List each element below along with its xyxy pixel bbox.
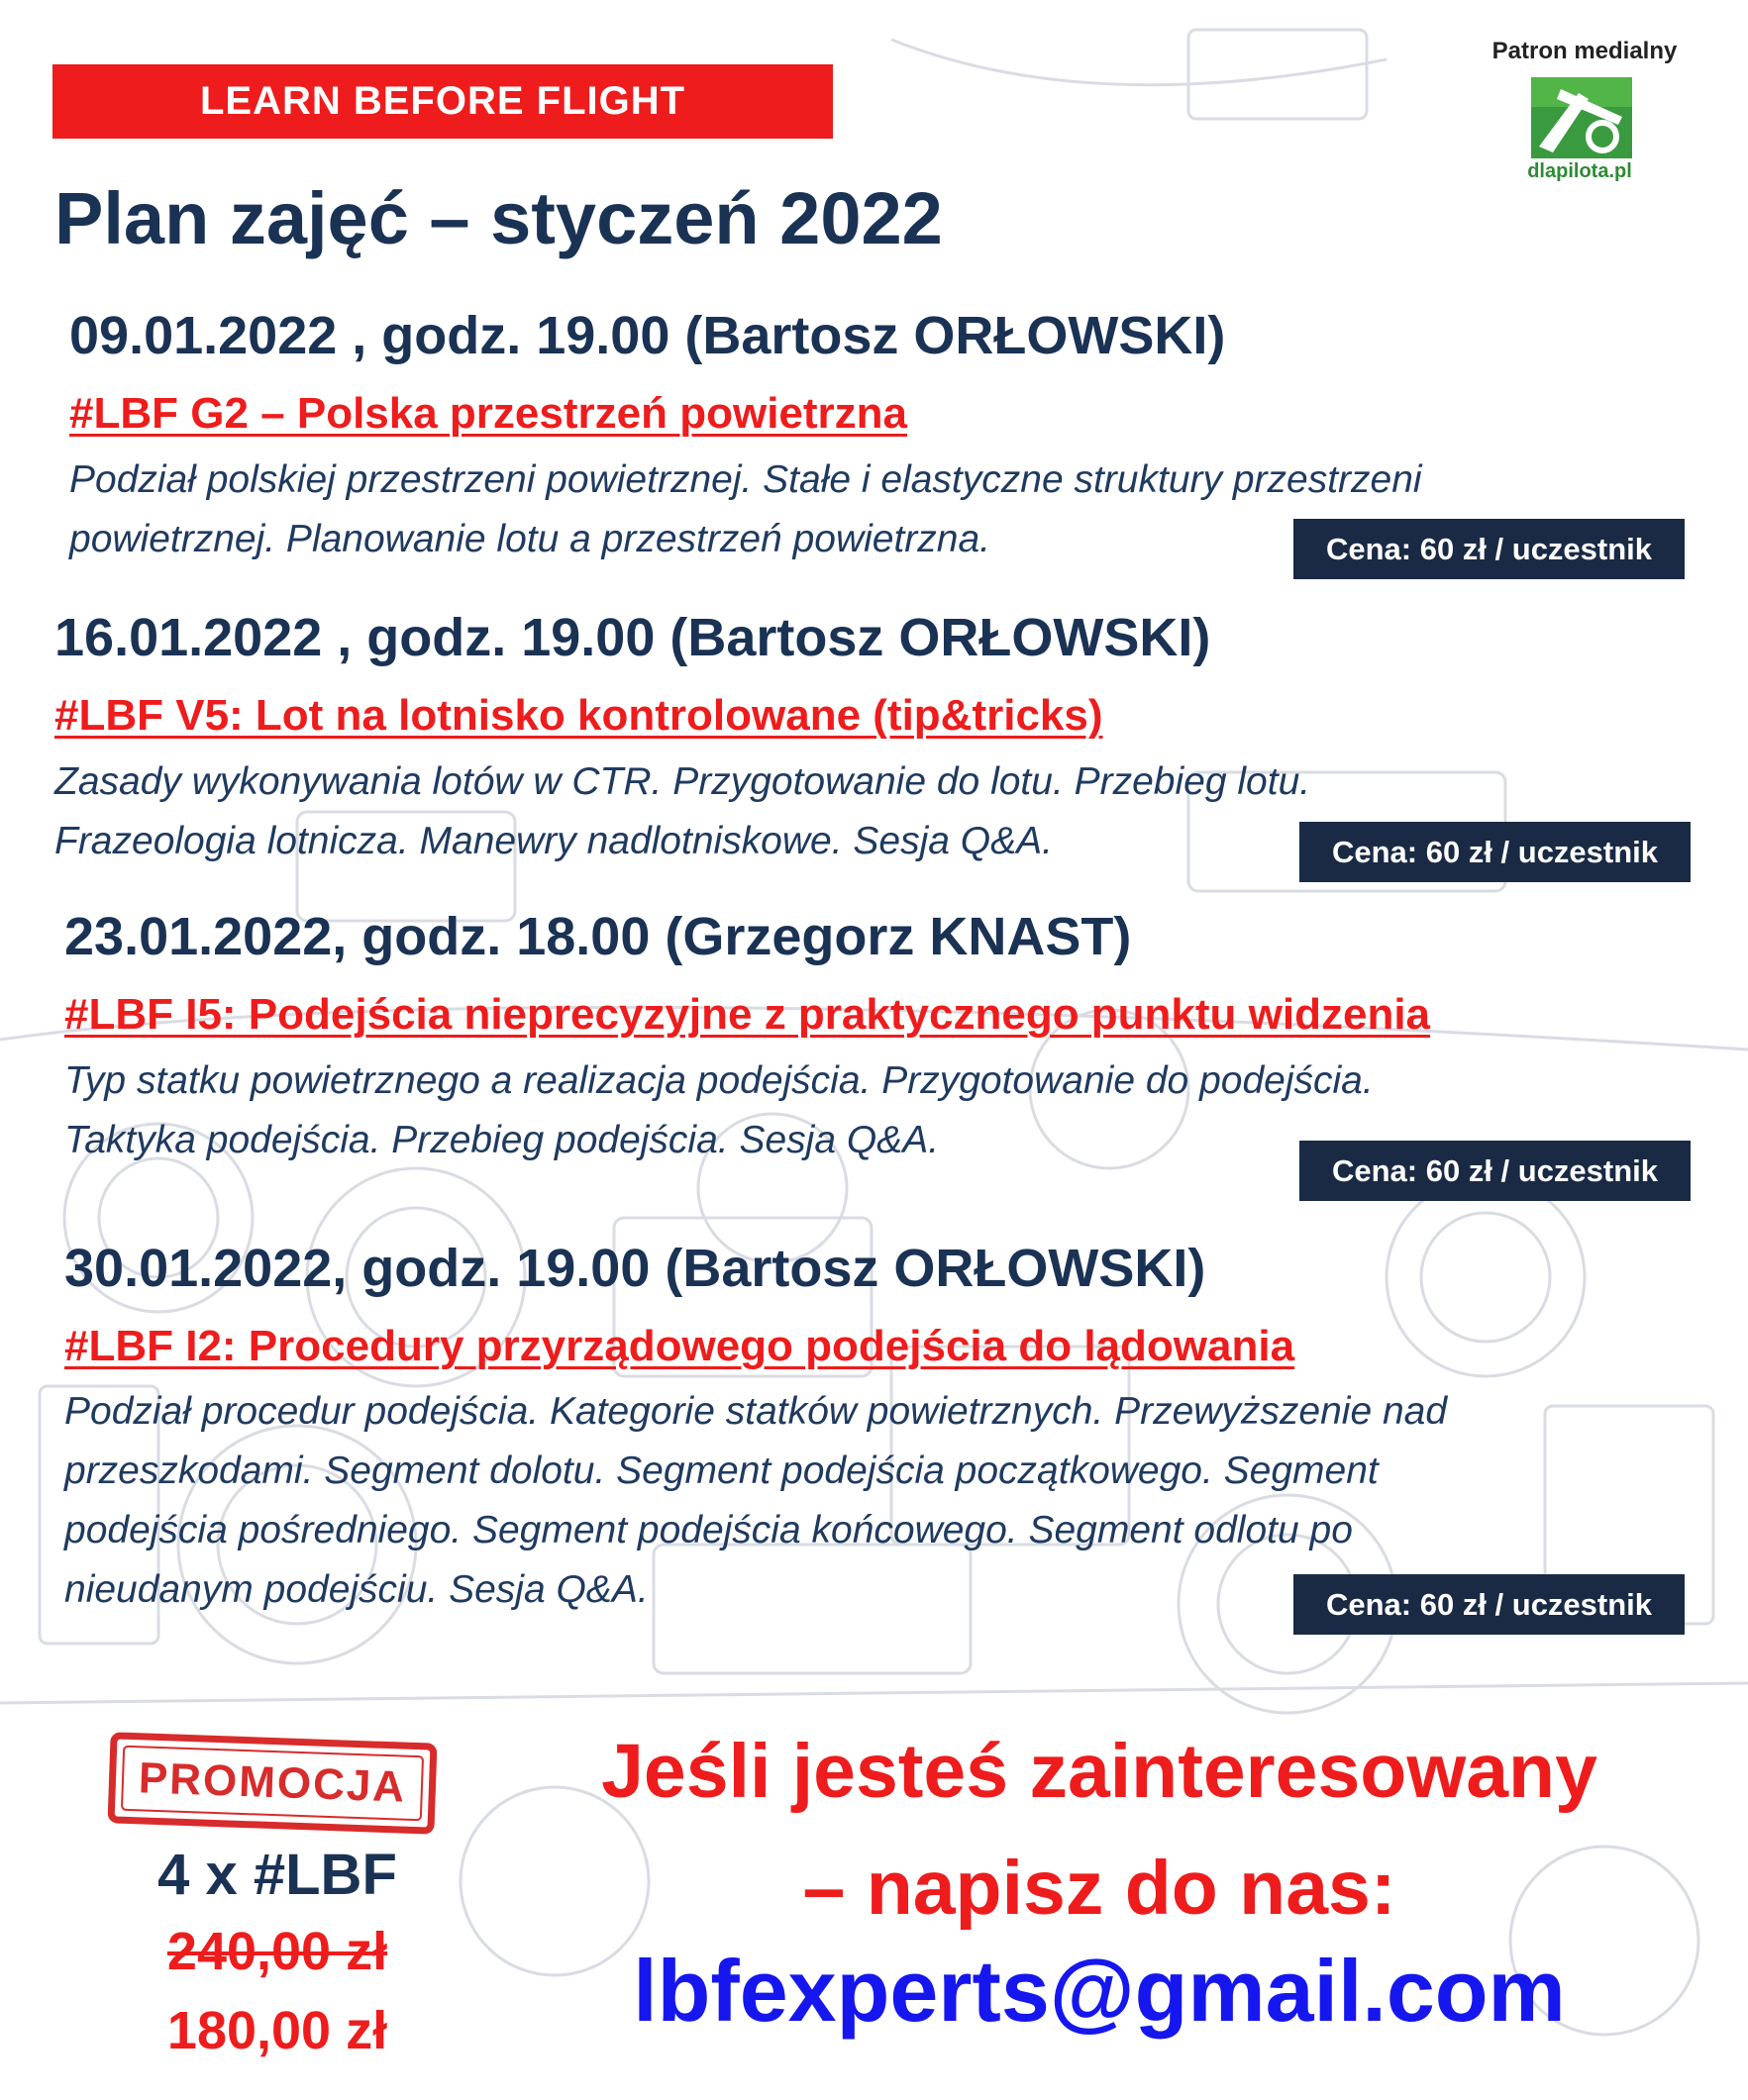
- session-3-price-badge: Cena: 60 zł / uczestnik: [1299, 1141, 1691, 1201]
- promo-count: 4 x #LBF: [157, 1843, 397, 1907]
- session-4-topic: #LBF I2: Procedury przyrządowego podejścia do lądowania: [64, 1322, 1295, 1370]
- contact-email-link[interactable]: lbfexperts@gmail.com: [633, 1942, 1566, 2040]
- session-1-price-badge: Cena: 60 zł / uczestnik: [1293, 519, 1685, 579]
- session-4-desc-line-2: przeszkodami. Segment dolotu. Segment podejścia początkowego. Segment: [64, 1450, 1379, 1492]
- session-1-desc-line-2: powietrznej. Planowanie lotu a przestrzeń powietrzna.: [69, 518, 991, 560]
- session-2-desc-line-1: Zasady wykonywania lotów w CTR. Przygotowanie do lotu. Przebieg lotu.: [54, 760, 1311, 803]
- media-patron-label: Patron medialny: [1491, 38, 1678, 64]
- promo-stamp: PROMOCJA: [107, 1732, 437, 1834]
- session-4-date: 30.01.2022, godz. 19.00 (Bartosz ORŁOWSKI): [64, 1239, 1206, 1298]
- session-2-desc-line-2: Frazeologia lotnicza. Manewry nadlotniskowe. Sesja Q&A.: [54, 820, 1053, 862]
- contact-headline: Jeśli jesteś zainteresowany: [601, 1729, 1597, 1814]
- session-3-desc-line-2: Taktyka podejścia. Przebieg podejścia. Sesja Q&A.: [64, 1119, 940, 1161]
- session-4-desc-line-3: podejścia pośredniego. Segment podejścia końcowego. Segment odlotu po: [64, 1509, 1353, 1551]
- session-4-desc-line-4: nieudanym podejściu. Sesja Q&A.: [64, 1568, 649, 1611]
- contact-subline: – napisz do nas:: [802, 1846, 1396, 1931]
- promo-new-price: 180,00 zł: [166, 2001, 388, 2060]
- session-1-date: 09.01.2022 , godz. 19.00 (Bartosz ORŁOWSKI): [69, 306, 1226, 365]
- session-2-price-badge: Cena: 60 zł / uczestnik: [1299, 822, 1691, 882]
- logo-caption: dlapilota.pl: [1527, 160, 1632, 182]
- session-3-topic: #LBF I5: Podejścia nieprecyzyjne z praktycznego punktu widzenia: [64, 990, 1431, 1039]
- session-1-desc-line-1: Podział polskiej przestrzeni powietrznej. Stałe i elastyczne struktury przestrzeni: [69, 458, 1422, 501]
- session-3-date: 23.01.2022, godz. 18.00 (Grzegorz KNAST): [64, 907, 1132, 966]
- promo-old-price: 240,00 zł: [166, 1922, 388, 1981]
- page-title: Plan zajęć – styczeń 2022: [54, 177, 943, 259]
- session-2-date: 16.01.2022 , godz. 19.00 (Bartosz ORŁOWSKI): [54, 608, 1211, 667]
- session-4-desc-line-1: Podział procedur podejścia. Kategorie statków powietrznych. Przewyższenie nad: [64, 1390, 1448, 1433]
- learn-before-flight-banner: LEARN BEFORE FLIGHT: [52, 64, 833, 139]
- session-1-topic: #LBF G2 – Polska przestrzeń powietrzna: [69, 389, 908, 438]
- session-3-desc-line-1: Typ statku powietrznego a realizacja podejścia. Przygotowanie do podejścia.: [64, 1059, 1374, 1102]
- dlapilota-logo-icon: [1531, 77, 1632, 158]
- session-2-topic: #LBF V5: Lot na lotnisko kontrolowane (tip&tricks): [54, 691, 1103, 740]
- session-4-price-badge: Cena: 60 zł / uczestnik: [1293, 1574, 1685, 1635]
